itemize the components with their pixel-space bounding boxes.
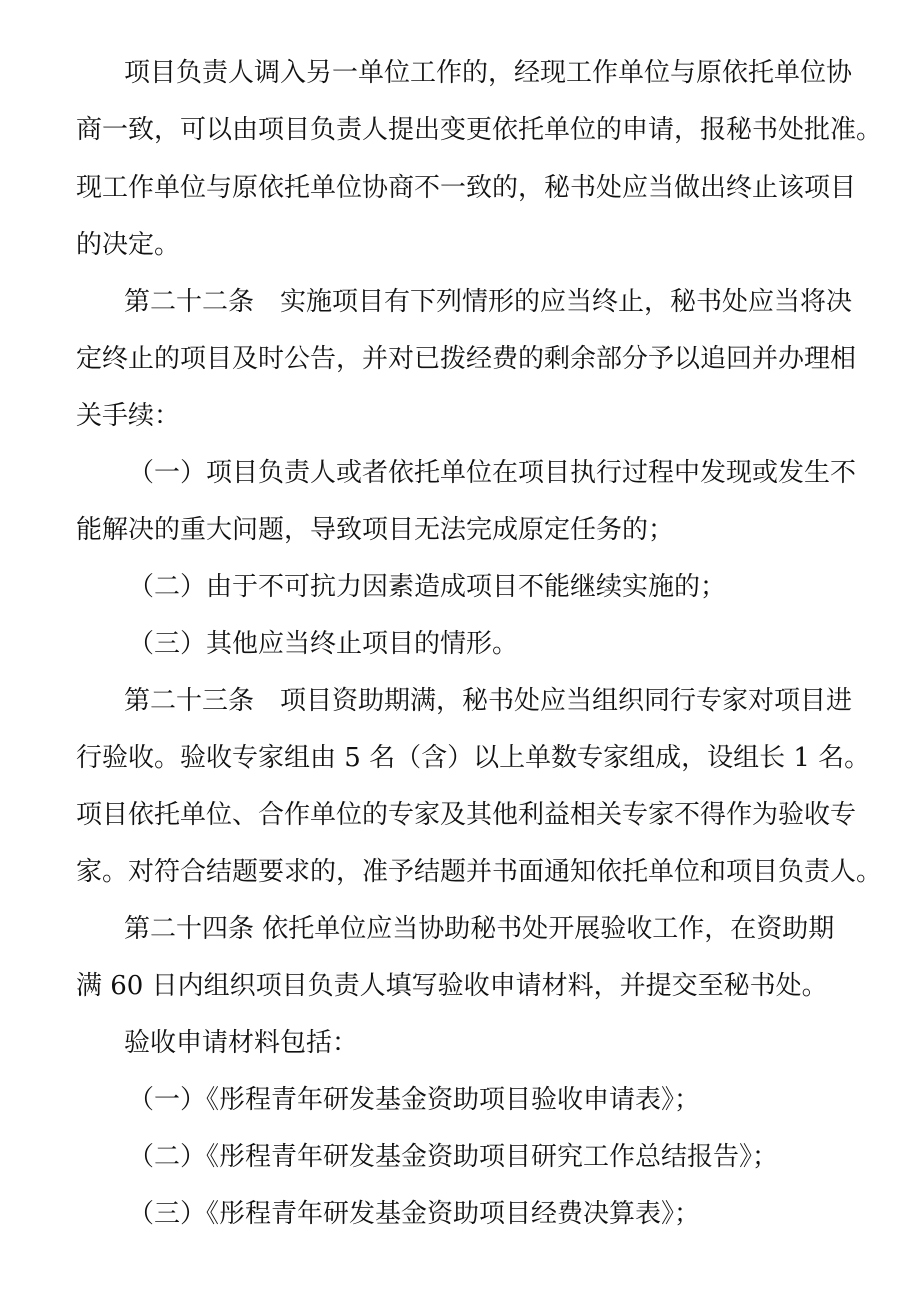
paragraph-line: 行验收。验收专家组由 5 名（含）以上单数专家组成，设组长 1 名。 [76, 743, 871, 773]
article-23-heading-line: 第二十三条 项目资助期满，秘书处应当组织同行专家对项目进 [124, 686, 853, 716]
list-item: （三）《彤程青年研发基金资助项目经费决算表》； [128, 1199, 701, 1229]
paragraph-line: 商一致，可以由项目负责人提出变更依托单位的申请，报秘书处批准。 [76, 115, 883, 145]
article-22-heading-line: 第二十二条 实施项目有下列情形的应当终止，秘书处应当将决 [124, 287, 853, 317]
list-item: （三）其他应当终止项目的情形。 [128, 629, 519, 659]
article-24-heading-line: 第二十四条 依托单位应当协助秘书处开展验收工作，在资助期 [124, 914, 835, 944]
paragraph-line: 项目负责人调入另一单位工作的，经现工作单位与原依托单位协 [124, 58, 853, 88]
list-item: （二）《彤程青年研发基金资助项目研究工作总结报告》； [128, 1142, 779, 1172]
list-item: （二）由于不可抗力因素造成项目不能继续实施的； [128, 572, 727, 602]
paragraph-line: 的决定。 [76, 230, 181, 260]
paragraph-line: 现工作单位与原依托单位协商不一致的，秘书处应当做出终止该项目 [76, 173, 857, 203]
paragraph-line: 满 60 日内组织项目负责人填写验收申请材料，并提交至秘书处。 [76, 971, 828, 1001]
list-item: （一）《彤程青年研发基金资助项目验收申请表》； [128, 1085, 701, 1115]
list-item-continuation: 能解决的重大问题，导致项目无法完成原定任务的； [76, 515, 675, 545]
list-item: （一）项目负责人或者依托单位在项目执行过程中发现或发生不 [128, 458, 857, 488]
paragraph-line: 验收申请材料包括： [124, 1028, 359, 1058]
paragraph-line: 家。对符合结题要求的，准予结题并书面通知依托单位和项目负责人。 [76, 857, 883, 887]
paragraph-line: 关手续： [76, 401, 181, 431]
paragraph-line: 定终止的项目及时公告，并对已拨经费的剩余部分予以追回并办理相 [76, 344, 857, 374]
paragraph-line: 项目依托单位、合作单位的专家及其他利益相关专家不得作为验收专 [76, 800, 857, 830]
